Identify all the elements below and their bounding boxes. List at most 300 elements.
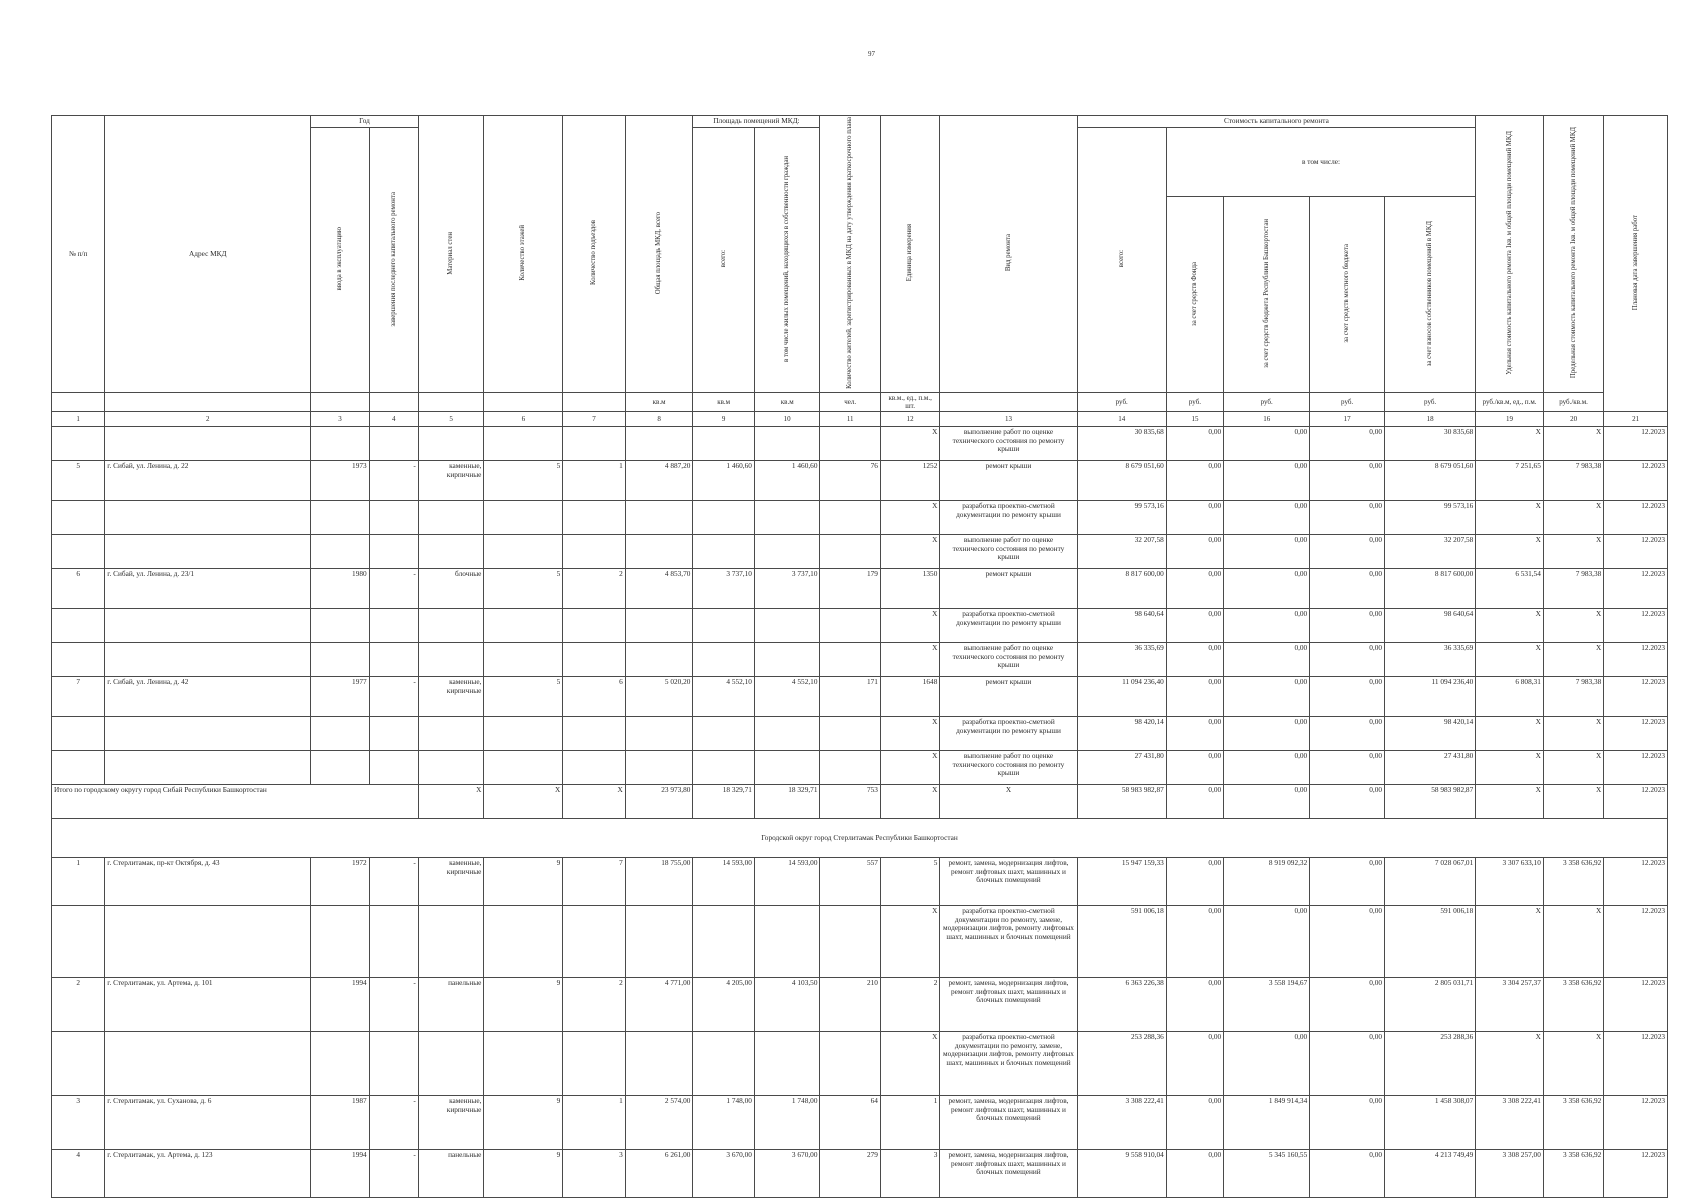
row-cost-fund: 0,00: [1166, 427, 1223, 461]
row-cost-republic: 0,00: [1224, 1032, 1310, 1096]
row-completion-date: 12.2023: [1604, 643, 1668, 677]
row-entrances: [563, 535, 626, 569]
table-row: [52, 978, 1668, 1032]
row-cost-local: 0,00: [1310, 427, 1385, 461]
row-number: [52, 643, 105, 677]
row-total-area: [625, 717, 693, 751]
row-completion-date: 12.2023: [1604, 751, 1668, 785]
header-col-10: в том числе жилых помещений, находящихся в собственности граждан: [754, 128, 820, 393]
row-living-area: 1 460,60: [754, 461, 820, 501]
header-col-1: № п/п: [52, 116, 105, 393]
header-col-8: Общая площадь МКД, всего: [625, 116, 693, 393]
row-last-repair: -: [369, 461, 418, 501]
row-residents: [820, 609, 880, 643]
row-total-area: 4 771,00: [625, 978, 693, 1032]
row-built-year: 1973: [311, 461, 369, 501]
row-number: [52, 751, 105, 785]
row-cost-fund: 0,00: [1166, 569, 1223, 609]
table-row: [52, 501, 1668, 535]
row-address: г. Стерлитамак, ул. Артема, д. 101: [105, 978, 311, 1032]
row-last-repair: [369, 609, 418, 643]
row-residents: 64: [820, 1096, 880, 1150]
row-address: [105, 535, 311, 569]
row-cost-fund: 0,00: [1166, 461, 1223, 501]
table-row: [52, 461, 1668, 501]
row-residents: 557: [820, 858, 880, 906]
row-wall-material: [418, 535, 484, 569]
row-cost-owners: 27 431,80: [1385, 751, 1476, 785]
row-repair-type: ремонт, замена, модернизация лифтов, ремонт лифтовых шахт, машинных и блочных помещений: [940, 858, 1077, 906]
row-cost-total: 30 835,68: [1077, 427, 1166, 461]
row-cost-fund: 0,00: [1166, 677, 1223, 717]
row-unit: 1: [880, 1096, 939, 1150]
row-unit: X: [880, 717, 939, 751]
row-unit: 3: [880, 1150, 939, 1198]
row-limit-cost: X: [1543, 427, 1603, 461]
row-repair-type: разработка проектно-сметной документации по ремонту крыши: [940, 501, 1077, 535]
table-row: [52, 1032, 1668, 1096]
row-living-area: 14 593,00: [754, 858, 820, 906]
row-completion-date: 12.2023: [1604, 535, 1668, 569]
row-completion-date: 12.2023: [1604, 717, 1668, 751]
table-row: [52, 569, 1668, 609]
header-col-9: всего:: [693, 128, 754, 393]
row-cost-total: 11 094 236,40: [1077, 677, 1166, 717]
row-specific-cost: X: [1476, 427, 1544, 461]
row-premises-area: 4 552,10: [693, 677, 754, 717]
row-limit-cost: X: [1543, 1032, 1603, 1096]
total-limit: X: [1543, 785, 1603, 819]
row-premises-area: [693, 906, 754, 978]
unit-cell: руб./кв.м.: [1543, 393, 1603, 412]
row-cost-total: 98 640,64: [1077, 609, 1166, 643]
row-residents: 171: [820, 677, 880, 717]
row-cost-fund: 0,00: [1166, 1096, 1223, 1150]
row-number: [52, 906, 105, 978]
row-specific-cost: 3 307 633,10: [1476, 858, 1544, 906]
row-entrances: [563, 643, 626, 677]
row-living-area: 1 748,00: [754, 1096, 820, 1150]
row-unit: X: [880, 535, 939, 569]
row-living-area: [754, 501, 820, 535]
row-cost-republic: 8 919 092,32: [1224, 858, 1310, 906]
row-last-repair: [369, 1032, 418, 1096]
row-number: 1: [52, 858, 105, 906]
table-row: [52, 535, 1668, 569]
unit-cell: руб./кв.м, ед., п.м.: [1476, 393, 1544, 412]
row-cost-owners: 30 835,68: [1385, 427, 1476, 461]
header-col-14: всего:: [1077, 128, 1166, 393]
header-col-16: за счет средств бюджета Республики Башкортостан: [1224, 197, 1310, 393]
row-limit-cost: X: [1543, 535, 1603, 569]
row-limit-cost: 7 983,38: [1543, 569, 1603, 609]
header-col-19: Удельная стоимость капитального ремонта 1кв. м общей площади помещений МКД: [1476, 116, 1544, 393]
total-unit: X: [880, 785, 939, 819]
row-cost-fund: 0,00: [1166, 978, 1223, 1032]
row-cost-republic: 0,00: [1224, 535, 1310, 569]
row-repair-type: разработка проектно-сметной документации по ремонту, замене, модернизации лифтов, ремонту лифтовых шахт, машинных и блочных помещений: [940, 1032, 1077, 1096]
unit-cell: кв.м: [693, 393, 754, 412]
row-cost-fund: 0,00: [1166, 858, 1223, 906]
row-built-year: [311, 609, 369, 643]
row-built-year: 1977: [311, 677, 369, 717]
row-number: [52, 535, 105, 569]
row-address: г. Стерлитамак, ул. Артема, д. 123: [105, 1150, 311, 1198]
header-col-12: Единица измерения: [880, 116, 939, 393]
row-last-repair: [369, 643, 418, 677]
unit-empty: [369, 393, 418, 412]
row-limit-cost: 7 983,38: [1543, 461, 1603, 501]
row-completion-date: 12.2023: [1604, 1032, 1668, 1096]
row-specific-cost: X: [1476, 501, 1544, 535]
row-specific-cost: 3 308 222,41: [1476, 1096, 1544, 1150]
header-col-6: Количество этажей: [484, 116, 563, 393]
row-floors: 5: [484, 569, 563, 609]
section-title: Городской округ город Стерлитамак Республики Башкортостан: [52, 819, 1668, 858]
row-cost-local: 0,00: [1310, 677, 1385, 717]
unit-empty: [52, 393, 105, 412]
row-address: г. Сибай, ул. Ленина, д. 22: [105, 461, 311, 501]
row-floors: 5: [484, 461, 563, 501]
row-floors: [484, 751, 563, 785]
row-premises-area: [693, 535, 754, 569]
header-col-5: Материал стен: [418, 116, 484, 393]
row-address: г. Сибай, ул. Ленина, д. 23/1: [105, 569, 311, 609]
row-living-area: [754, 427, 820, 461]
row-built-year: 1980: [311, 569, 369, 609]
row-residents: [820, 427, 880, 461]
total-walls: X: [418, 785, 484, 819]
row-specific-cost: X: [1476, 751, 1544, 785]
row-specific-cost: X: [1476, 1032, 1544, 1096]
unit-empty: [940, 393, 1077, 412]
table-row: [52, 1150, 1668, 1198]
row-residents: [820, 906, 880, 978]
row-cost-fund: 0,00: [1166, 535, 1223, 569]
row-floors: [484, 427, 563, 461]
header-col-2: Адрес МКД: [105, 116, 311, 393]
row-premises-area: [693, 1032, 754, 1096]
row-specific-cost: X: [1476, 535, 1544, 569]
row-limit-cost: X: [1543, 717, 1603, 751]
row-cost-owners: 32 207,58: [1385, 535, 1476, 569]
row-repair-type: ремонт крыши: [940, 677, 1077, 717]
row-premises-area: 3 737,10: [693, 569, 754, 609]
row-wall-material: [418, 1032, 484, 1096]
column-number: 21: [1604, 412, 1668, 427]
row-entrances: 2: [563, 978, 626, 1032]
row-specific-cost: 3 308 257,00: [1476, 1150, 1544, 1198]
header-group-year: Год: [311, 116, 419, 128]
row-completion-date: 12.2023: [1604, 978, 1668, 1032]
row-wall-material: [418, 643, 484, 677]
row-built-year: [311, 751, 369, 785]
row-living-area: [754, 535, 820, 569]
row-wall-material: панельные: [418, 978, 484, 1032]
unit-empty: [418, 393, 484, 412]
row-wall-material: [418, 609, 484, 643]
row-address: [105, 643, 311, 677]
row-cost-owners: 8 679 051,60: [1385, 461, 1476, 501]
row-residents: 210: [820, 978, 880, 1032]
table-row: [52, 1096, 1668, 1150]
row-completion-date: 12.2023: [1604, 461, 1668, 501]
row-residents: [820, 717, 880, 751]
table-row: [52, 906, 1668, 978]
row-address: [105, 751, 311, 785]
row-entrances: [563, 609, 626, 643]
total-owners: 58 983 982,87: [1385, 785, 1476, 819]
row-cost-republic: 0,00: [1224, 677, 1310, 717]
row-limit-cost: 7 983,38: [1543, 677, 1603, 717]
row-cost-local: 0,00: [1310, 717, 1385, 751]
row-total-area: [625, 535, 693, 569]
section-row: [52, 819, 1668, 858]
row-number: [52, 609, 105, 643]
unit-cell: кв.м: [625, 393, 693, 412]
row-wall-material: [418, 501, 484, 535]
units-row: [52, 393, 1668, 412]
row-built-year: 1972: [311, 858, 369, 906]
column-number: 18: [1385, 412, 1476, 427]
row-cost-owners: 99 573,16: [1385, 501, 1476, 535]
row-unit: 1252: [880, 461, 939, 501]
row-entrances: 6: [563, 677, 626, 717]
row-cost-total: 32 207,58: [1077, 535, 1166, 569]
row-premises-area: [693, 751, 754, 785]
row-last-repair: -: [369, 858, 418, 906]
unit-cell: руб.: [1166, 393, 1223, 412]
row-cost-owners: 591 006,18: [1385, 906, 1476, 978]
row-repair-type: выполнение работ по оценке технического состояния по ремонту крыши: [940, 535, 1077, 569]
column-number: 2: [105, 412, 311, 427]
total-label: Итого по городскому округу город Сибай Республики Башкортостан: [52, 785, 419, 819]
unit-empty: [563, 393, 626, 412]
row-cost-local: 0,00: [1310, 906, 1385, 978]
row-total-area: 2 574,00: [625, 1096, 693, 1150]
row-unit: X: [880, 1032, 939, 1096]
row-total-area: [625, 906, 693, 978]
row-floors: [484, 906, 563, 978]
row-specific-cost: X: [1476, 609, 1544, 643]
column-number: 15: [1166, 412, 1223, 427]
row-cost-local: 0,00: [1310, 1096, 1385, 1150]
row-entrances: 1: [563, 461, 626, 501]
row-premises-area: [693, 501, 754, 535]
row-wall-material: каменные, кирпичные: [418, 461, 484, 501]
row-repair-type: разработка проектно-сметной документации по ремонту, замене, модернизации лифтов, ремонту лифтовых шахт, машинных и блочных помещений: [940, 906, 1077, 978]
row-cost-owners: 4 213 749,49: [1385, 1150, 1476, 1198]
column-number: 10: [754, 412, 820, 427]
row-residents: 179: [820, 569, 880, 609]
row-residents: [820, 643, 880, 677]
column-number: 8: [625, 412, 693, 427]
row-completion-date: 12.2023: [1604, 427, 1668, 461]
row-unit: X: [880, 906, 939, 978]
total-entrances: X: [563, 785, 626, 819]
total-area: 18 329,71: [693, 785, 754, 819]
row-cost-total: 27 431,80: [1077, 751, 1166, 785]
row-cost-local: 0,00: [1310, 643, 1385, 677]
row-cost-republic: 0,00: [1224, 569, 1310, 609]
row-last-repair: [369, 501, 418, 535]
column-number: 5: [418, 412, 484, 427]
row-total-area: 4 853,70: [625, 569, 693, 609]
row-cost-local: 0,00: [1310, 858, 1385, 906]
row-completion-date: 12.2023: [1604, 677, 1668, 717]
row-cost-total: 3 308 222,41: [1077, 1096, 1166, 1150]
row-entrances: 1: [563, 1096, 626, 1150]
row-specific-cost: X: [1476, 643, 1544, 677]
row-built-year: [311, 501, 369, 535]
row-cost-local: 0,00: [1310, 751, 1385, 785]
table-row: [52, 858, 1668, 906]
total-date: 12.2023: [1604, 785, 1668, 819]
total-rb: 0,00: [1224, 785, 1310, 819]
row-limit-cost: X: [1543, 906, 1603, 978]
row-total-area: [625, 427, 693, 461]
row-unit: 5: [880, 858, 939, 906]
row-unit: X: [880, 501, 939, 535]
row-total-area: 18 755,00: [625, 858, 693, 906]
row-address: [105, 609, 311, 643]
row-premises-area: 3 670,00: [693, 1150, 754, 1198]
total-floors: X: [484, 785, 563, 819]
row-unit: X: [880, 609, 939, 643]
header-col-15: за счет средств Фонда: [1166, 197, 1223, 393]
row-total-area: [625, 643, 693, 677]
row-floors: [484, 501, 563, 535]
row-built-year: [311, 1032, 369, 1096]
row-built-year: [311, 427, 369, 461]
unit-empty: [484, 393, 563, 412]
unit-cell: кв.м., ед., п.м., шт.: [880, 393, 939, 412]
row-wall-material: [418, 427, 484, 461]
row-floors: 9: [484, 1096, 563, 1150]
row-floors: [484, 717, 563, 751]
row-completion-date: 12.2023: [1604, 501, 1668, 535]
row-completion-date: 12.2023: [1604, 1150, 1668, 1198]
page-number: 97: [868, 50, 875, 58]
row-cost-total: 15 947 159,33: [1077, 858, 1166, 906]
total-living: 18 329,71: [754, 785, 820, 819]
row-total-area: 6 261,00: [625, 1150, 693, 1198]
sibay-total: [52, 785, 1668, 858]
row-cost-owners: 1 458 308,07: [1385, 1096, 1476, 1150]
row-residents: 279: [820, 1150, 880, 1198]
row-unit: X: [880, 643, 939, 677]
header-group-cost: Стоимость капитального ремонта: [1077, 116, 1476, 128]
column-number: 14: [1077, 412, 1166, 427]
row-entrances: 2: [563, 569, 626, 609]
row-cost-republic: 0,00: [1224, 609, 1310, 643]
row-number: [52, 501, 105, 535]
row-floors: [484, 609, 563, 643]
row-cost-republic: 0,00: [1224, 906, 1310, 978]
row-wall-material: [418, 906, 484, 978]
table-header: [52, 116, 1668, 427]
row-residents: [820, 751, 880, 785]
column-numbers-row: [52, 412, 1668, 427]
sibay-rows: [52, 427, 1668, 785]
header-col-4: завершения последнего капитального ремонта: [369, 128, 418, 393]
row-cost-owners: 253 288,36: [1385, 1032, 1476, 1096]
row-unit: X: [880, 427, 939, 461]
row-cost-local: 0,00: [1310, 978, 1385, 1032]
table-row: [52, 717, 1668, 751]
row-cost-local: 0,00: [1310, 461, 1385, 501]
header-col-3: ввода в эксплуатацию: [311, 128, 369, 393]
row-repair-type: выполнение работ по оценке технического состояния по ремонту крыши: [940, 751, 1077, 785]
row-specific-cost: 6 808,31: [1476, 677, 1544, 717]
unit-cell: руб.: [1077, 393, 1166, 412]
row-living-area: 3 737,10: [754, 569, 820, 609]
column-number: 12: [880, 412, 939, 427]
row-cost-fund: 0,00: [1166, 643, 1223, 677]
row-living-area: [754, 1032, 820, 1096]
row-wall-material: каменные, кирпичные: [418, 677, 484, 717]
total-sum: 58 983 982,87: [1077, 785, 1166, 819]
row-premises-area: 1 460,60: [693, 461, 754, 501]
row-cost-owners: 98 420,14: [1385, 717, 1476, 751]
row-cost-republic: 0,00: [1224, 751, 1310, 785]
row-floors: [484, 535, 563, 569]
row-unit: X: [880, 751, 939, 785]
header-group-area: Площадь помещений МКД:: [693, 116, 820, 128]
table-row: [52, 609, 1668, 643]
row-built-year: [311, 643, 369, 677]
row-number: 3: [52, 1096, 105, 1150]
row-total-area: [625, 609, 693, 643]
row-cost-total: 591 006,18: [1077, 906, 1166, 978]
total-type: X: [940, 785, 1077, 819]
row-premises-area: [693, 643, 754, 677]
row-limit-cost: 3 358 636,92: [1543, 858, 1603, 906]
row-entrances: 3: [563, 1150, 626, 1198]
column-number: 9: [693, 412, 754, 427]
row-repair-type: ремонт крыши: [940, 569, 1077, 609]
row-cost-local: 0,00: [1310, 1032, 1385, 1096]
row-completion-date: 12.2023: [1604, 1096, 1668, 1150]
column-number: 13: [940, 412, 1077, 427]
header-col-7: Количество подъездов: [563, 116, 626, 393]
row-repair-type: ремонт, замена, модернизация лифтов, ремонт лифтовых шахт, машинных и блочных помещений: [940, 1150, 1077, 1198]
row-specific-cost: 7 251,65: [1476, 461, 1544, 501]
total-area-all: 23 973,80: [625, 785, 693, 819]
row-cost-owners: 8 817 600,00: [1385, 569, 1476, 609]
row-premises-area: [693, 717, 754, 751]
row-cost-total: 6 363 226,38: [1077, 978, 1166, 1032]
row-floors: 9: [484, 978, 563, 1032]
row-floors: 9: [484, 1150, 563, 1198]
row-last-repair: -: [369, 677, 418, 717]
row-cost-local: 0,00: [1310, 1150, 1385, 1198]
row-last-repair: [369, 751, 418, 785]
row-cost-republic: 0,00: [1224, 427, 1310, 461]
row-wall-material: [418, 717, 484, 751]
row-address: [105, 717, 311, 751]
row-cost-total: 8 679 051,60: [1077, 461, 1166, 501]
row-premises-area: 1 748,00: [693, 1096, 754, 1150]
row-cost-local: 0,00: [1310, 535, 1385, 569]
row-completion-date: 12.2023: [1604, 858, 1668, 906]
row-cost-local: 0,00: [1310, 501, 1385, 535]
row-total-area: [625, 1032, 693, 1096]
row-address: г. Стерлитамак, пр-кт Октября, д. 43: [105, 858, 311, 906]
row-address: г. Стерлитамак, ул. Суханова, д. 6: [105, 1096, 311, 1150]
column-number: 20: [1543, 412, 1603, 427]
header-col-21: Плановая дата завершения работ: [1604, 116, 1668, 412]
